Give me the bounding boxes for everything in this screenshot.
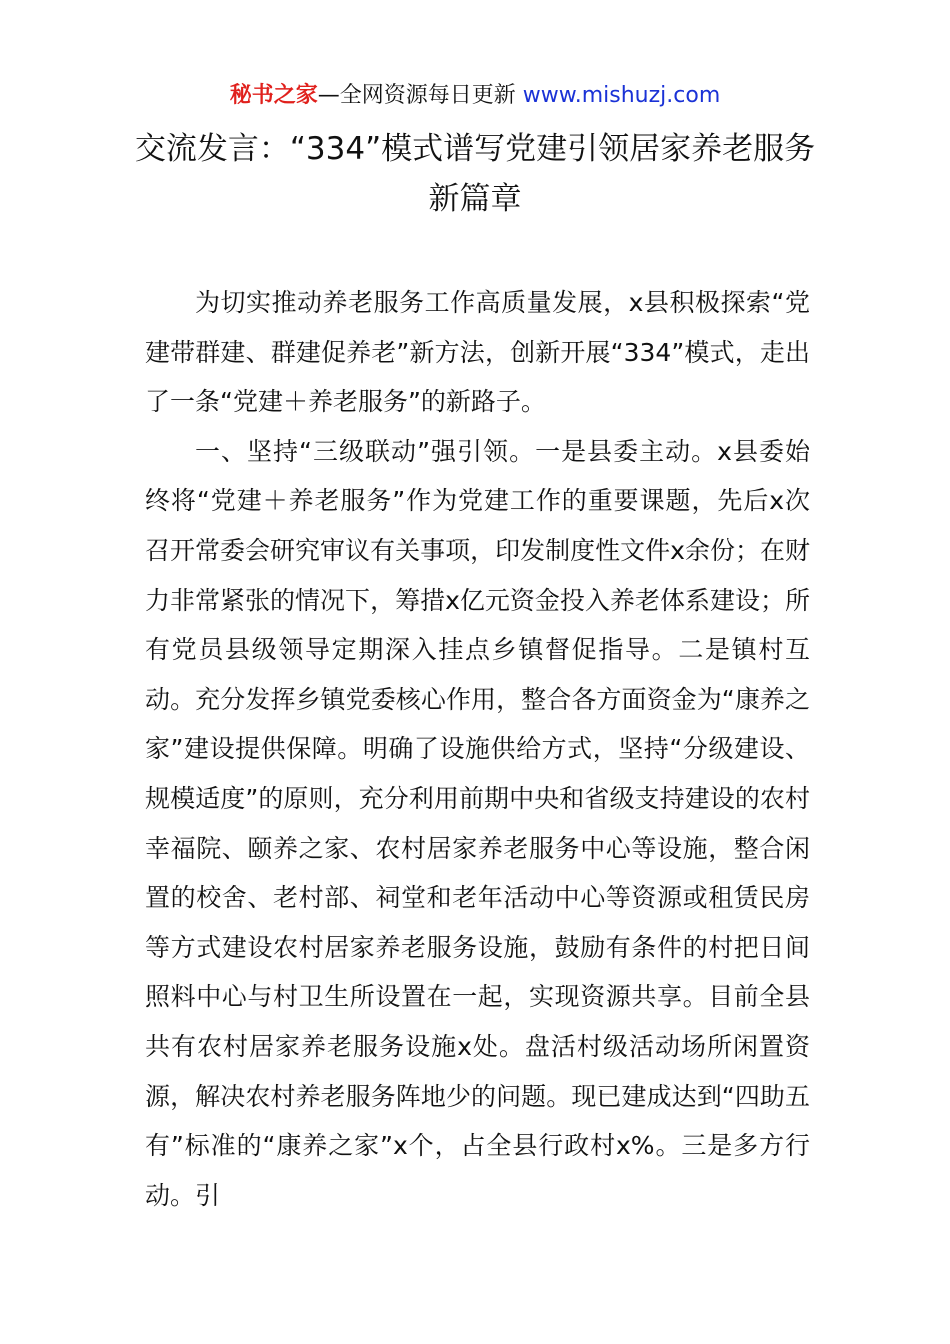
brand-name: 秘书之家 [229,83,318,108]
document-body [145,278,810,1220]
site-header [0,82,950,110]
site-url-link[interactable]: www.mishuzj.com [522,83,721,108]
paragraph-intro: 为切实推动养老服务工作高质量发展，x县积极探索“党建带群建、群建促养老”新方法，创新开展“334”模式，走出了一条“党建＋养老服务”的新路子。 [145,288,810,417]
paragraph-section-one: 一、坚持“三级联动”强引领。一是县委主动。x县委始终将“党建＋养老服务”作为党建工作的重要课题，先后x次召开常委会研究审议有关事项，印发制度性文件x余份；在财力非常紧张的情况下，筹措x亿元资金投入养老体系建设；所有党员县级领导定期深入挂点乡镇督促指导。二是镇村互动。充分发挥乡镇党委核心作用，整合各方面资金为“康养之家”建设提供保障。明确了设施供给方式，坚持“分级建设、规模适度”的原则，充分利用前期中央和省级支持建设的农村幸福院、颐养之家、农村居家养老服务中心等设施，整合闲置的校舍、老村部、祠堂和老年活动中心等资源或租赁民房等方式建设农村居家养老服务设施，鼓励有条件的村把日间照料中心与村卫生所设置在一起，实现资源共享。目前全县共有农村居家养老服务设施x处。盘活村级活动场所闲置资源，解决农村养老服务阵地少的问题。现已建成达到“四助五有”标准的“康养之家”x个，占全县行政村x%。三是多方行动。引 [145,436,810,1210]
document-title: 交流发言：“334”模式谱写党建引领居家养老服务新篇章 [134,131,816,217]
header-tagline: —全网资源每日更新 [317,83,523,108]
